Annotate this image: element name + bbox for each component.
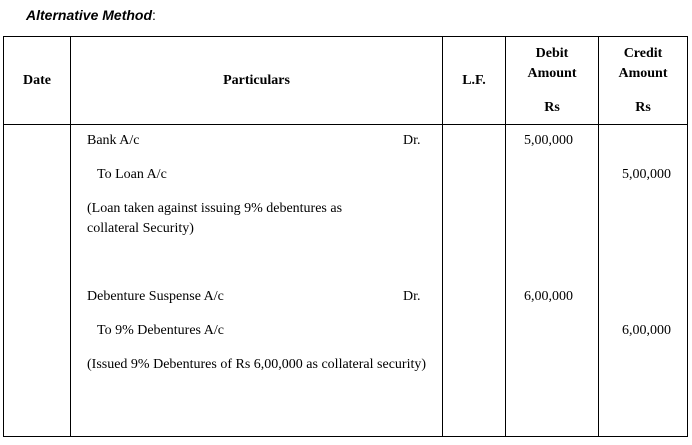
- entry1-narration: (Loan taken against issuing 9% debentures as collateral Security): [87, 201, 343, 236]
- particulars-cell: [71, 125, 443, 437]
- entry2-credit-account: To 9% Debentures A/c: [97, 323, 224, 338]
- entry2-credit-amount: 6,00,000: [622, 323, 671, 338]
- lf-header: L.F.: [443, 37, 506, 125]
- credit-amount-header: [599, 37, 688, 125]
- entry1-debit-account: Bank A/c: [87, 133, 140, 148]
- table-row: [4, 125, 688, 437]
- page-title: Alternative Method:: [26, 7, 156, 23]
- entry2-debit-account: Debenture Suspense A/c: [87, 289, 224, 304]
- date-cell: [4, 125, 71, 437]
- credit-header-line2: Amount: [618, 65, 668, 81]
- debit-unit: Rs: [544, 99, 560, 115]
- entry1-dr-label: Dr.: [403, 133, 421, 148]
- particulars-header: Particulars: [71, 37, 443, 125]
- credit-header-line1: Credit: [623, 45, 663, 61]
- date-header: Date: [4, 37, 71, 125]
- debit-amount-cell: [506, 125, 599, 437]
- debit-header-line1: Debit: [535, 45, 569, 61]
- entry1-debit-amount: 5,00,000: [524, 133, 573, 148]
- journal-table: [3, 36, 688, 437]
- entry1-credit-amount: 5,00,000: [622, 167, 671, 182]
- table-header-row: [4, 37, 688, 125]
- entry2-narration: (Issued 9% Debentures of Rs 6,00,000 as collateral security): [87, 357, 427, 372]
- entry2-debit-amount: 6,00,000: [524, 289, 573, 304]
- credit-unit: Rs: [635, 99, 651, 115]
- debit-header-line2: Amount: [527, 65, 577, 81]
- entry2-dr-label: Dr.: [403, 289, 421, 304]
- debit-amount-header: [506, 37, 599, 125]
- entry1-credit-account: To Loan A/c: [97, 167, 167, 182]
- lf-cell: [443, 125, 506, 437]
- credit-amount-cell: [599, 125, 688, 437]
